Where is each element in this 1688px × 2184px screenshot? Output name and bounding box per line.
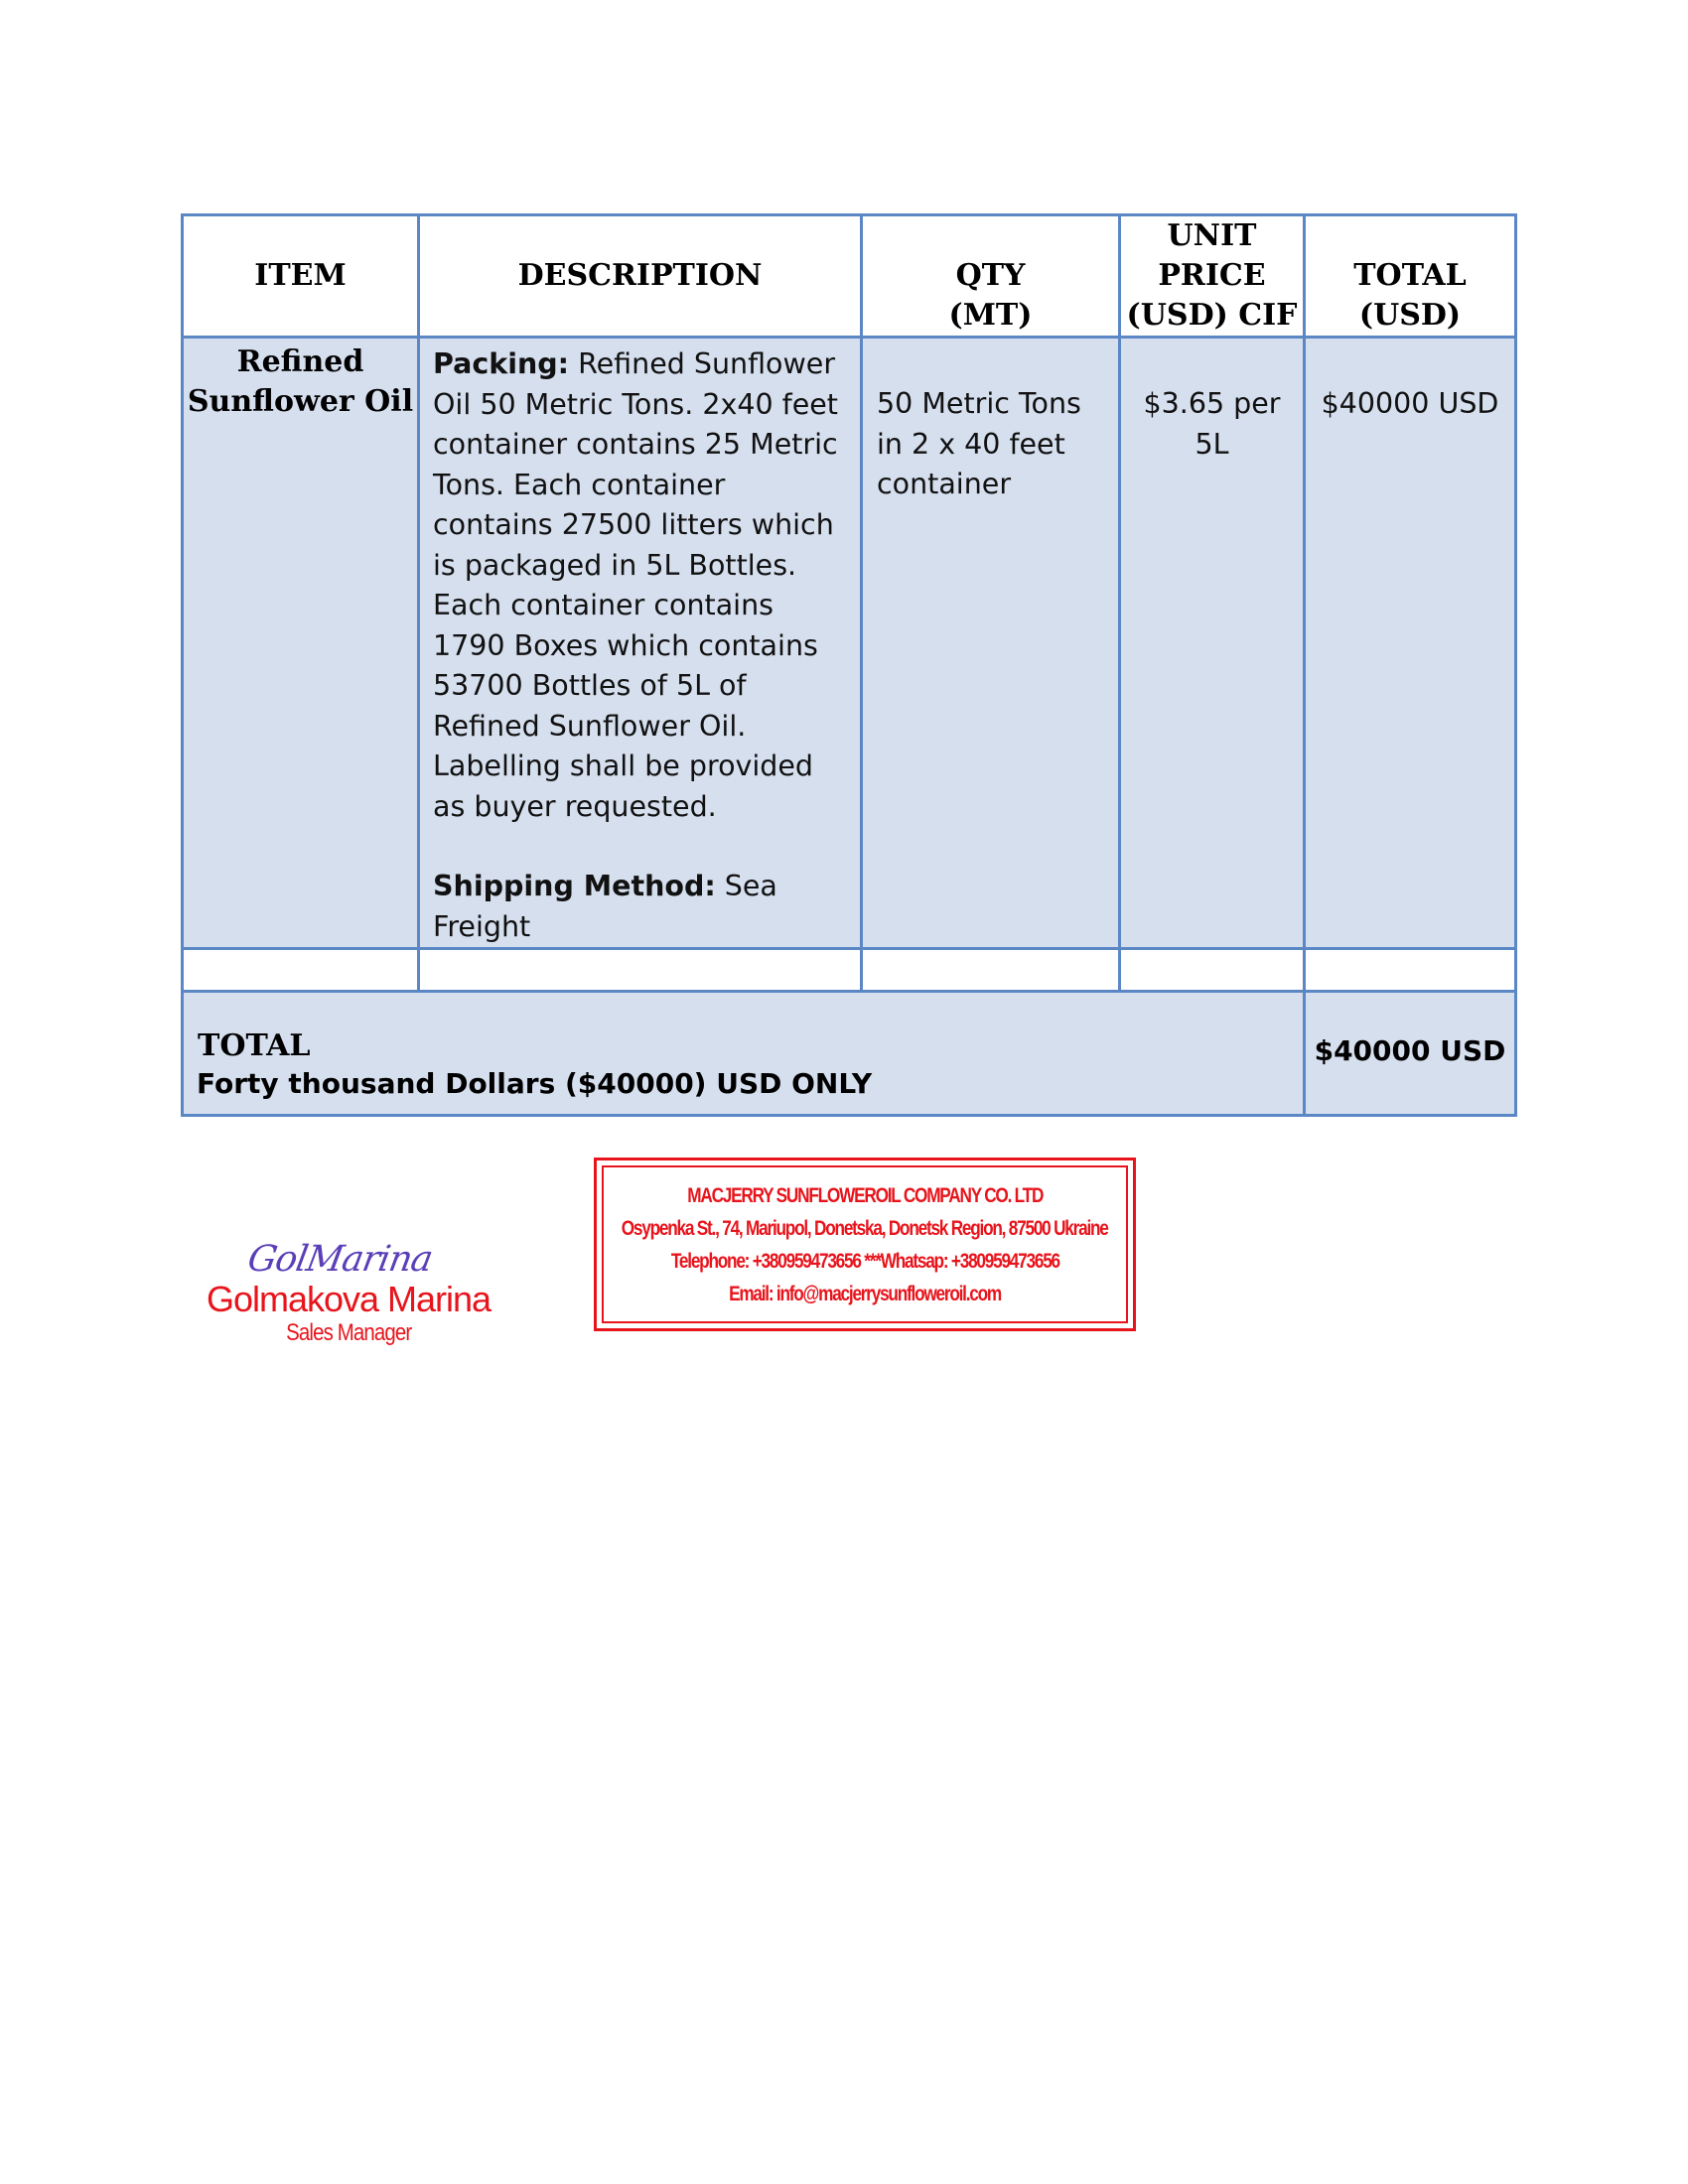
header-qty-line1: QTY	[955, 258, 1026, 293]
handwritten-signature: GolMarina	[244, 1239, 435, 1280]
empty-cell	[862, 949, 1120, 992]
header-total	[1305, 215, 1516, 338]
empty-cell	[1120, 949, 1305, 992]
qty-value: 50 Metric Tons in 2 x 40 feet container	[877, 387, 1081, 500]
packing-label: Packing:	[433, 347, 570, 380]
header-item-label: ITEM	[254, 258, 347, 293]
signature-block	[195, 1239, 502, 1347]
empty-cell	[419, 949, 862, 992]
company-stamp	[594, 1158, 1136, 1331]
header-total-line2: (USD)	[1358, 298, 1462, 333]
item-cell	[183, 338, 419, 949]
header-unit-price	[1120, 215, 1305, 338]
empty-row	[183, 949, 1516, 992]
item-line2: Sunflower Oil	[187, 384, 414, 419]
invoice-table	[181, 213, 1517, 1117]
header-price-line2: PRICE	[1158, 258, 1266, 293]
header-total-line1: TOTAL	[1353, 258, 1467, 293]
signatory-title: Sales Manager	[285, 1319, 412, 1346]
stamp-phones: Telephone: +380959473656 ***Whatsap: +380959473656	[670, 1249, 1059, 1273]
row-total-cell	[1305, 338, 1516, 949]
shipping-label: Shipping Method:	[433, 870, 716, 902]
table-row	[183, 338, 1516, 949]
empty-cell	[183, 949, 419, 992]
packing-text: Refined Sunflower Oil 50 Metric Tons. 2x40 feet container contains 25 Metric Tons. Each container contains 27500 litters which is packaged in 5L Bottles. Each container contains 1790 Boxes which contains 53700 Bottles of 5L of Refined Sunflower Oil. Labelling shall be provided as buyer requested.	[433, 347, 838, 823]
description-cell	[419, 338, 862, 949]
shipping-text: Sea Freight	[433, 870, 777, 943]
header-item	[183, 215, 419, 338]
stamp-inner-border	[602, 1165, 1128, 1323]
header-description-label: DESCRIPTION	[517, 258, 763, 293]
total-label: TOTAL	[198, 1028, 311, 1063]
stamp-company: MACJERRY SUNFLOWEROIL COMPANY CO. LTD	[687, 1183, 1043, 1207]
row-total-value: $40000 USD	[1321, 387, 1499, 420]
header-qty	[862, 215, 1120, 338]
item-line1: Refined	[236, 344, 364, 379]
signatory-name: Golmakova Marina	[206, 1279, 492, 1319]
stamp-address: Osypenka St., 74, Mariupol, Donetska, Donetsk Region, 87500 Ukraine	[622, 1216, 1108, 1240]
shipping-paragraph	[433, 867, 850, 947]
stamp-email: Email: info@macjerrysunfloweroil.com	[729, 1282, 1001, 1305]
qty-cell	[862, 338, 1120, 949]
packing-paragraph	[433, 344, 850, 827]
table-header-row	[183, 215, 1516, 338]
amount-in-words: Forty thousand Dollars ($40000) USD ONLY	[197, 1067, 873, 1100]
total-amount: $40000 USD	[1314, 1034, 1506, 1067]
header-qty-line2: (MT)	[948, 298, 1033, 333]
unit-price-cell	[1120, 338, 1305, 949]
header-price-line1: UNIT	[1167, 218, 1257, 253]
empty-cell	[1305, 949, 1516, 992]
header-price-line3: (USD) CIF	[1126, 298, 1298, 333]
unit-price-line2: 5L	[1195, 427, 1229, 461]
header-description	[419, 215, 862, 338]
unit-price-line1: $3.65 per	[1143, 387, 1281, 420]
total-amount-cell	[1305, 992, 1516, 1116]
